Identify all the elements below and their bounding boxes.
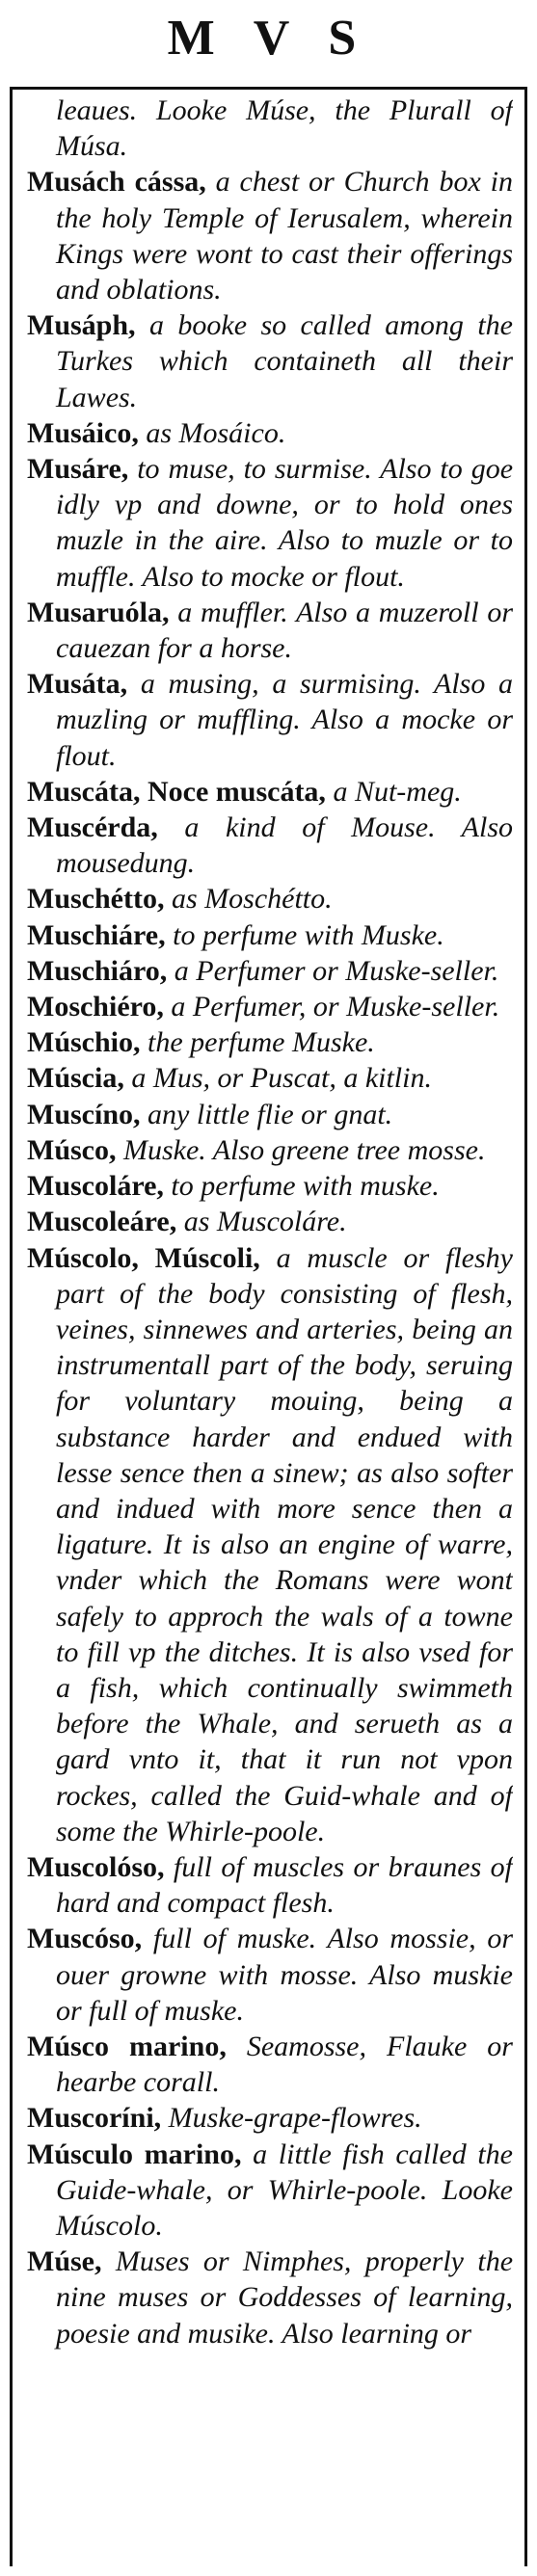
column-left-rule [10,87,13,2566]
entry-headword: Moschiéro, [27,991,164,1023]
dictionary-entry [27,164,513,307]
entry-headword: Musaruóla, [27,596,170,628]
entry-headword: Músco marino, [27,2030,227,2062]
entry-definition: to perfume with Muske. [173,918,444,951]
dictionary-entry [27,451,513,595]
entry-definition: any little flie or gnat. [148,1098,393,1130]
entry-headword: Musáico, [27,416,139,449]
entry-definition: Muske. Also greene tree mosse. [123,1133,486,1166]
entry-headword: Muscérda, [27,811,158,844]
entry-headword: Muscoleáre, [27,1206,177,1238]
entry-definition: as Mosáico. [146,416,286,449]
entry-headword: Musách cássa, [27,166,206,199]
dictionary-entry [27,2029,513,2100]
dictionary-entry [27,1849,513,1921]
dictionary-column [27,93,513,2567]
dictionary-entry [27,2137,513,2244]
entry-headword: Muscáta, Noce muscáta, [27,775,326,808]
entry-headword: Muscoríni, [27,2102,162,2135]
entry-headword: Muschiáro, [27,954,168,987]
dictionary-entry [27,307,513,415]
entry-definition: a muscle or fleshy part of the body consisting of flesh, veines, sinnewes and arteries, being an instrumentall part of the body, seruing for voluntary mouing, being a substance harder and endued with lesse sence then a sinew; as also softer and indued with more sence then a ligature. It is also an engine of warre, vnder which the Romans were wont safely to approch the wals of a towne to fill vp the ditches. It is also vsed for a fish, which continually swimmeth before the Whale, and serueth as a gard vnto it, that it run not vpon rockes, called the Guid-whale and of some the Whirle-poole. [56,1241,513,1847]
dictionary-entry [27,989,513,1024]
entry-definition: as Muscoláre. [183,1206,347,1238]
entry-definition: a little fish called the Guide-whale, or Whirle-poole. Looke Múscolo. [56,2138,513,2242]
dictionary-entry [27,1024,513,1060]
entry-definition: a musing, a surmising. Also a muzling or muffling. Also a mocke or flout. [56,668,513,772]
entry-headword: Musáre, [27,453,129,486]
dictionary-entry [27,1204,513,1239]
dictionary-entry [27,595,513,666]
dictionary-entry [27,1097,513,1132]
column-right-rule [524,87,527,2566]
entry-definition: a kind of Mouse. Also mousedung. [56,811,513,880]
dictionary-entry [27,1132,513,1168]
entry-headword: Músco, [27,1133,117,1166]
entry-definition: as Moschétto. [171,883,333,916]
entry-headword: Muschiáre, [27,918,166,951]
entry-headword: Muschétto, [27,883,165,916]
entry-definition: a muffler. Also a muzeroll or cauezan for a horse. [56,596,513,665]
entry-definition: a booke so called among the Turkes which containeth all their Lawes. [56,309,513,413]
entry-definition: a chest or Church box in the holy Temple of Ierusalem, wherein Kings were wont to cast their offerings and oblations. [56,166,513,306]
entry-headword: Muscolóso, [27,1850,165,1883]
entry-headword: Muscíno, [27,1098,141,1130]
entry-definition: a Perfumer or Muske-seller. [174,954,499,987]
entry-headword: Muscóso, [27,1923,143,1955]
dictionary-entry [27,93,513,164]
dictionary-entry [27,810,513,881]
dictionary-entry [27,1921,513,2029]
entry-definition: full of muscles or braunes of hard and compact flesh. [56,1850,513,1920]
entry-definition: Muses or Nimphes, properly the nine muses or Goddesses of learning, poesie and musike. Also learning or [56,2245,513,2350]
entry-definition: leaues. Looke Múse, the Plurall of Músa. [56,94,513,163]
running-head: M V S [167,11,370,66]
dictionary-entry [27,953,513,989]
dictionary-entry [27,1240,513,1849]
dictionary-entry [27,666,513,774]
entry-headword: Múschio, [27,1026,141,1059]
dictionary-entry [27,2244,513,2351]
dictionary-entry [27,774,513,810]
entry-headword: Múse, [27,2245,102,2278]
dictionary-entry [27,415,513,451]
entry-headword: Musáph, [27,309,136,342]
entry-definition: a Nut-meg. [333,775,462,808]
dictionary-entry [27,917,513,953]
dictionary-entry [27,881,513,916]
entry-headword: Muscoláre, [27,1170,164,1203]
entry-headword: Músculo marino, [27,2138,242,2170]
entry-definition: full of muske. Also mossie, or ouer growne with mosse. Also muskie or full of muske. [56,1923,513,2027]
dictionary-entry [27,2100,513,2136]
entry-definition: a Perfumer, or Muske-seller. [171,991,500,1023]
entry-headword: Musáta, [27,668,128,701]
dictionary-entry [27,1168,513,1204]
entry-definition: a Mus, or Puscat, a kitlin. [131,1062,432,1095]
entry-definition: to perfume with muske. [171,1170,440,1203]
entry-definition: Seamosse, Flauke or hearbe corall. [56,2030,513,2099]
dictionary-entry [27,1060,513,1096]
entry-headword: Múscia, [27,1062,124,1095]
entry-headword: Múscolo, Múscoli, [27,1241,260,1274]
column-top-rule [10,87,527,90]
entry-definition: Muske-grape-flowres. [168,2102,422,2135]
entry-definition: to muse, to surmise. Also to goe idly vp and downe, or to hold ones muzle in the aire. Also to muzle or to muffle. Also to mocke or flout. [56,453,513,593]
entry-definition: the perfume Muske. [148,1026,375,1059]
